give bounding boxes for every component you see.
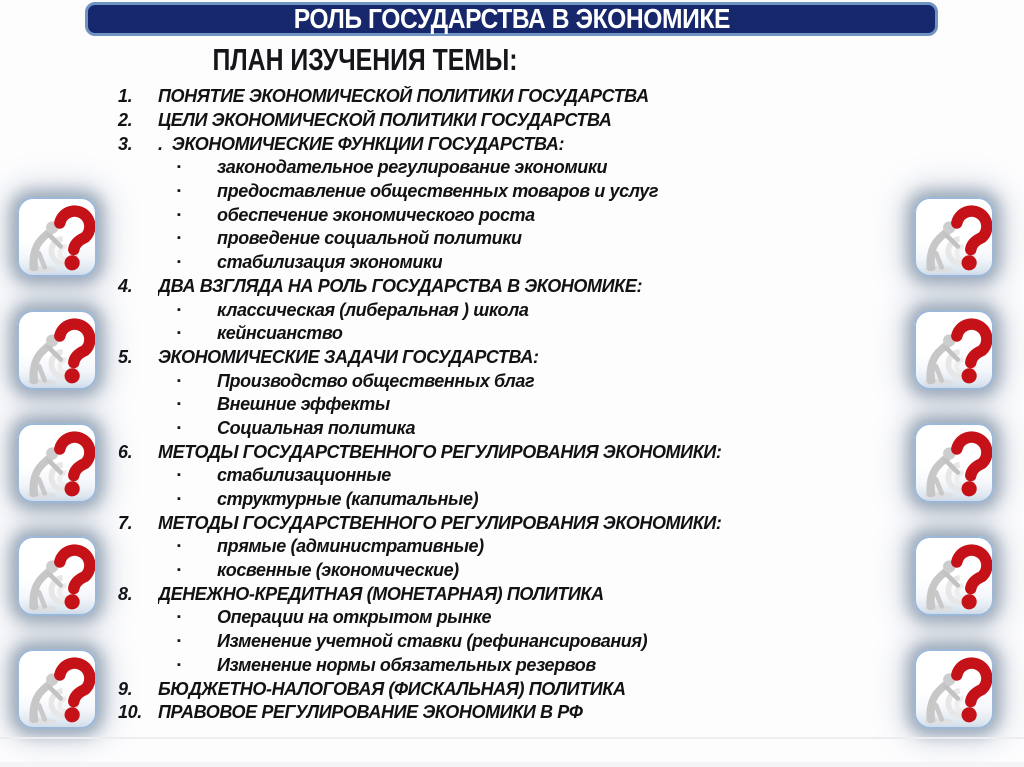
list-subitem-text: обеспечение экономического роста (217, 204, 535, 225)
list-item-text: БЮДЖЕТНО-НАЛОГОВАЯ (ФИСКАЛЬНАЯ) ПОЛИТИКА (158, 678, 626, 699)
question-mark-tile (914, 310, 994, 390)
list-item (110, 346, 910, 370)
question-mark-icon (916, 312, 992, 388)
list-subitem-text: законодательное регулирование экономики (217, 157, 608, 178)
question-mark-tile (914, 197, 994, 277)
question-mark-tile (17, 423, 97, 503)
list-item-text: МЕТОДЫ ГОСУДАРСТВЕННОГО РЕГУЛИРОВАНИЯ ЭКОНОМИКИ: (158, 512, 722, 533)
list-item (110, 85, 910, 109)
question-mark-icon (19, 312, 95, 388)
list-item-text: ДЕНЕЖНО-КРЕДИТНАЯ (МОНЕТАРНАЯ) ПОЛИТИКА (158, 583, 604, 604)
list-subitem (110, 180, 910, 204)
question-mark-icon (916, 425, 992, 501)
list-subitem (110, 203, 910, 227)
square-bullet-icon: ▪ (177, 374, 181, 387)
list-item-text: ДВА ВЗГЛЯДА НА РОЛЬ ГОСУДАРСТВА В ЭКОНОМИКЕ: (158, 275, 643, 296)
slide-subtitle: ПЛАН ИЗУЧЕНИЯ ТЕМЫ: (212, 42, 518, 77)
list-item-number: 8. (118, 583, 133, 604)
list-item-number: 6. (118, 441, 133, 462)
question-mark-icon (19, 199, 95, 275)
list-subitem-text: косвенные (экономические) (217, 560, 459, 581)
list-item-text: МЕТОДЫ ГОСУДАРСТВЕННОГО РЕГУЛИРОВАНИЯ ЭКОНОМИКИ: (158, 441, 722, 462)
question-mark-icon (916, 199, 992, 275)
square-bullet-icon: ▪ (177, 635, 181, 648)
list-subitem (110, 654, 910, 678)
list-item-number: 1. (118, 86, 133, 107)
list-item-number: 4. (118, 275, 133, 296)
list-item (110, 511, 910, 535)
question-mark-icon (916, 651, 992, 727)
question-mark-tile (17, 310, 97, 390)
list-subitem (110, 156, 910, 180)
list-subitem (110, 488, 910, 512)
square-bullet-icon: ▪ (177, 208, 181, 221)
list-subitem-text: Изменение учетной ставки (рефинансирования) (217, 631, 648, 652)
square-bullet-icon: ▪ (177, 658, 181, 671)
list-subitem (110, 559, 910, 583)
outline-list (110, 85, 910, 725)
list-item (110, 582, 910, 606)
square-bullet-icon: ▪ (177, 303, 181, 316)
square-bullet-icon: ▪ (177, 611, 181, 624)
list-subitem-text: Изменение нормы обязательных резервов (217, 654, 596, 675)
list-subitem (110, 322, 910, 346)
question-mark-icon (19, 651, 95, 727)
list-item-number: 10. (118, 702, 142, 723)
question-mark-tile (17, 649, 97, 729)
list-item-text: ЦЕЛИ ЭКОНОМИЧЕСКОЙ ПОЛИТИКИ ГОСУДАРСТВА (158, 110, 612, 131)
list-subitem-text: кейнсианство (217, 323, 343, 344)
list-item-number: 3. (118, 133, 133, 154)
list-subitem-text: стабилизационные (217, 465, 391, 486)
list-subitem-text: Операции на открытом рынке (217, 607, 492, 628)
square-bullet-icon: ▪ (177, 540, 181, 553)
list-item-number: 5. (118, 346, 133, 367)
list-subitem-text: предоставление общественных товаров и услуг (217, 181, 659, 202)
square-bullet-icon: ▪ (177, 161, 181, 174)
list-subitem-text: Внешние эффекты (217, 394, 390, 415)
question-mark-tile (914, 649, 994, 729)
question-mark-icon (916, 538, 992, 614)
list-item-text: ПОНЯТИЕ ЭКОНОМИЧЕСКОЙ ПОЛИТИКИ ГОСУДАРСТВА (158, 86, 649, 107)
list-subitem (110, 251, 910, 275)
square-bullet-icon: ▪ (177, 256, 181, 269)
bottom-edge-band (0, 762, 1024, 767)
list-subitem (110, 417, 910, 441)
list-item (110, 440, 910, 464)
list-subitem (110, 630, 910, 654)
slide-title: РОЛЬ ГОСУДАРСТВА В ЭКОНОМИКЕ (293, 3, 730, 34)
question-mark-icon (19, 425, 95, 501)
list-item-number: 7. (118, 512, 133, 533)
list-item-number: 9. (118, 678, 133, 699)
question-mark-icon (19, 538, 95, 614)
question-mark-tile (914, 536, 994, 616)
list-item (110, 109, 910, 133)
list-subitem-text: проведение социальной политики (217, 228, 522, 249)
list-subitem (110, 393, 910, 417)
list-subitem (110, 298, 910, 322)
square-bullet-icon: ▪ (177, 421, 181, 434)
list-item-text: ЭКОНОМИЧЕСКИЕ ЗАДАЧИ ГОСУДАРСТВА: (158, 346, 539, 367)
list-subitem-text: прямые (административные) (217, 536, 484, 557)
list-item-text: ПРАВОВОЕ РЕГУЛИРОВАНИЕ ЭКОНОМИКИ В РФ (158, 702, 583, 723)
title-banner (85, 2, 938, 36)
list-subitem-text: стабилизация экономики (217, 252, 443, 273)
left-question-tile-column (17, 197, 97, 729)
list-item-number: 2. (118, 110, 133, 131)
question-mark-tile (914, 423, 994, 503)
list-subitem (110, 535, 910, 559)
square-bullet-icon: ▪ (177, 469, 181, 482)
list-subitem (110, 369, 910, 393)
list-subitem (110, 606, 910, 630)
right-question-tile-column (914, 197, 994, 729)
square-bullet-icon: ▪ (177, 327, 181, 340)
list-subitem (110, 464, 910, 488)
square-bullet-icon: ▪ (177, 493, 181, 506)
list-subitem-text: структурные (капитальные) (217, 489, 479, 510)
list-item (110, 132, 910, 156)
list-subitem (110, 227, 910, 251)
question-mark-tile (17, 197, 97, 277)
list-subitem-text: Социальная политика (217, 417, 416, 438)
list-item (110, 677, 910, 701)
list-item-text: . ЭКОНОМИЧЕСКИЕ ФУНКЦИИ ГОСУДАРСТВА: (158, 133, 565, 154)
square-bullet-icon: ▪ (177, 185, 181, 198)
question-mark-tile (17, 536, 97, 616)
square-bullet-icon: ▪ (177, 398, 181, 411)
square-bullet-icon: ▪ (177, 232, 181, 245)
bottom-hairline (0, 737, 1024, 739)
list-item (110, 701, 910, 725)
list-subitem-text: классическая (либеральная ) школа (217, 299, 529, 320)
list-subitem-text: Производство общественных благ (217, 370, 535, 391)
square-bullet-icon: ▪ (177, 564, 181, 577)
list-item (110, 275, 910, 299)
